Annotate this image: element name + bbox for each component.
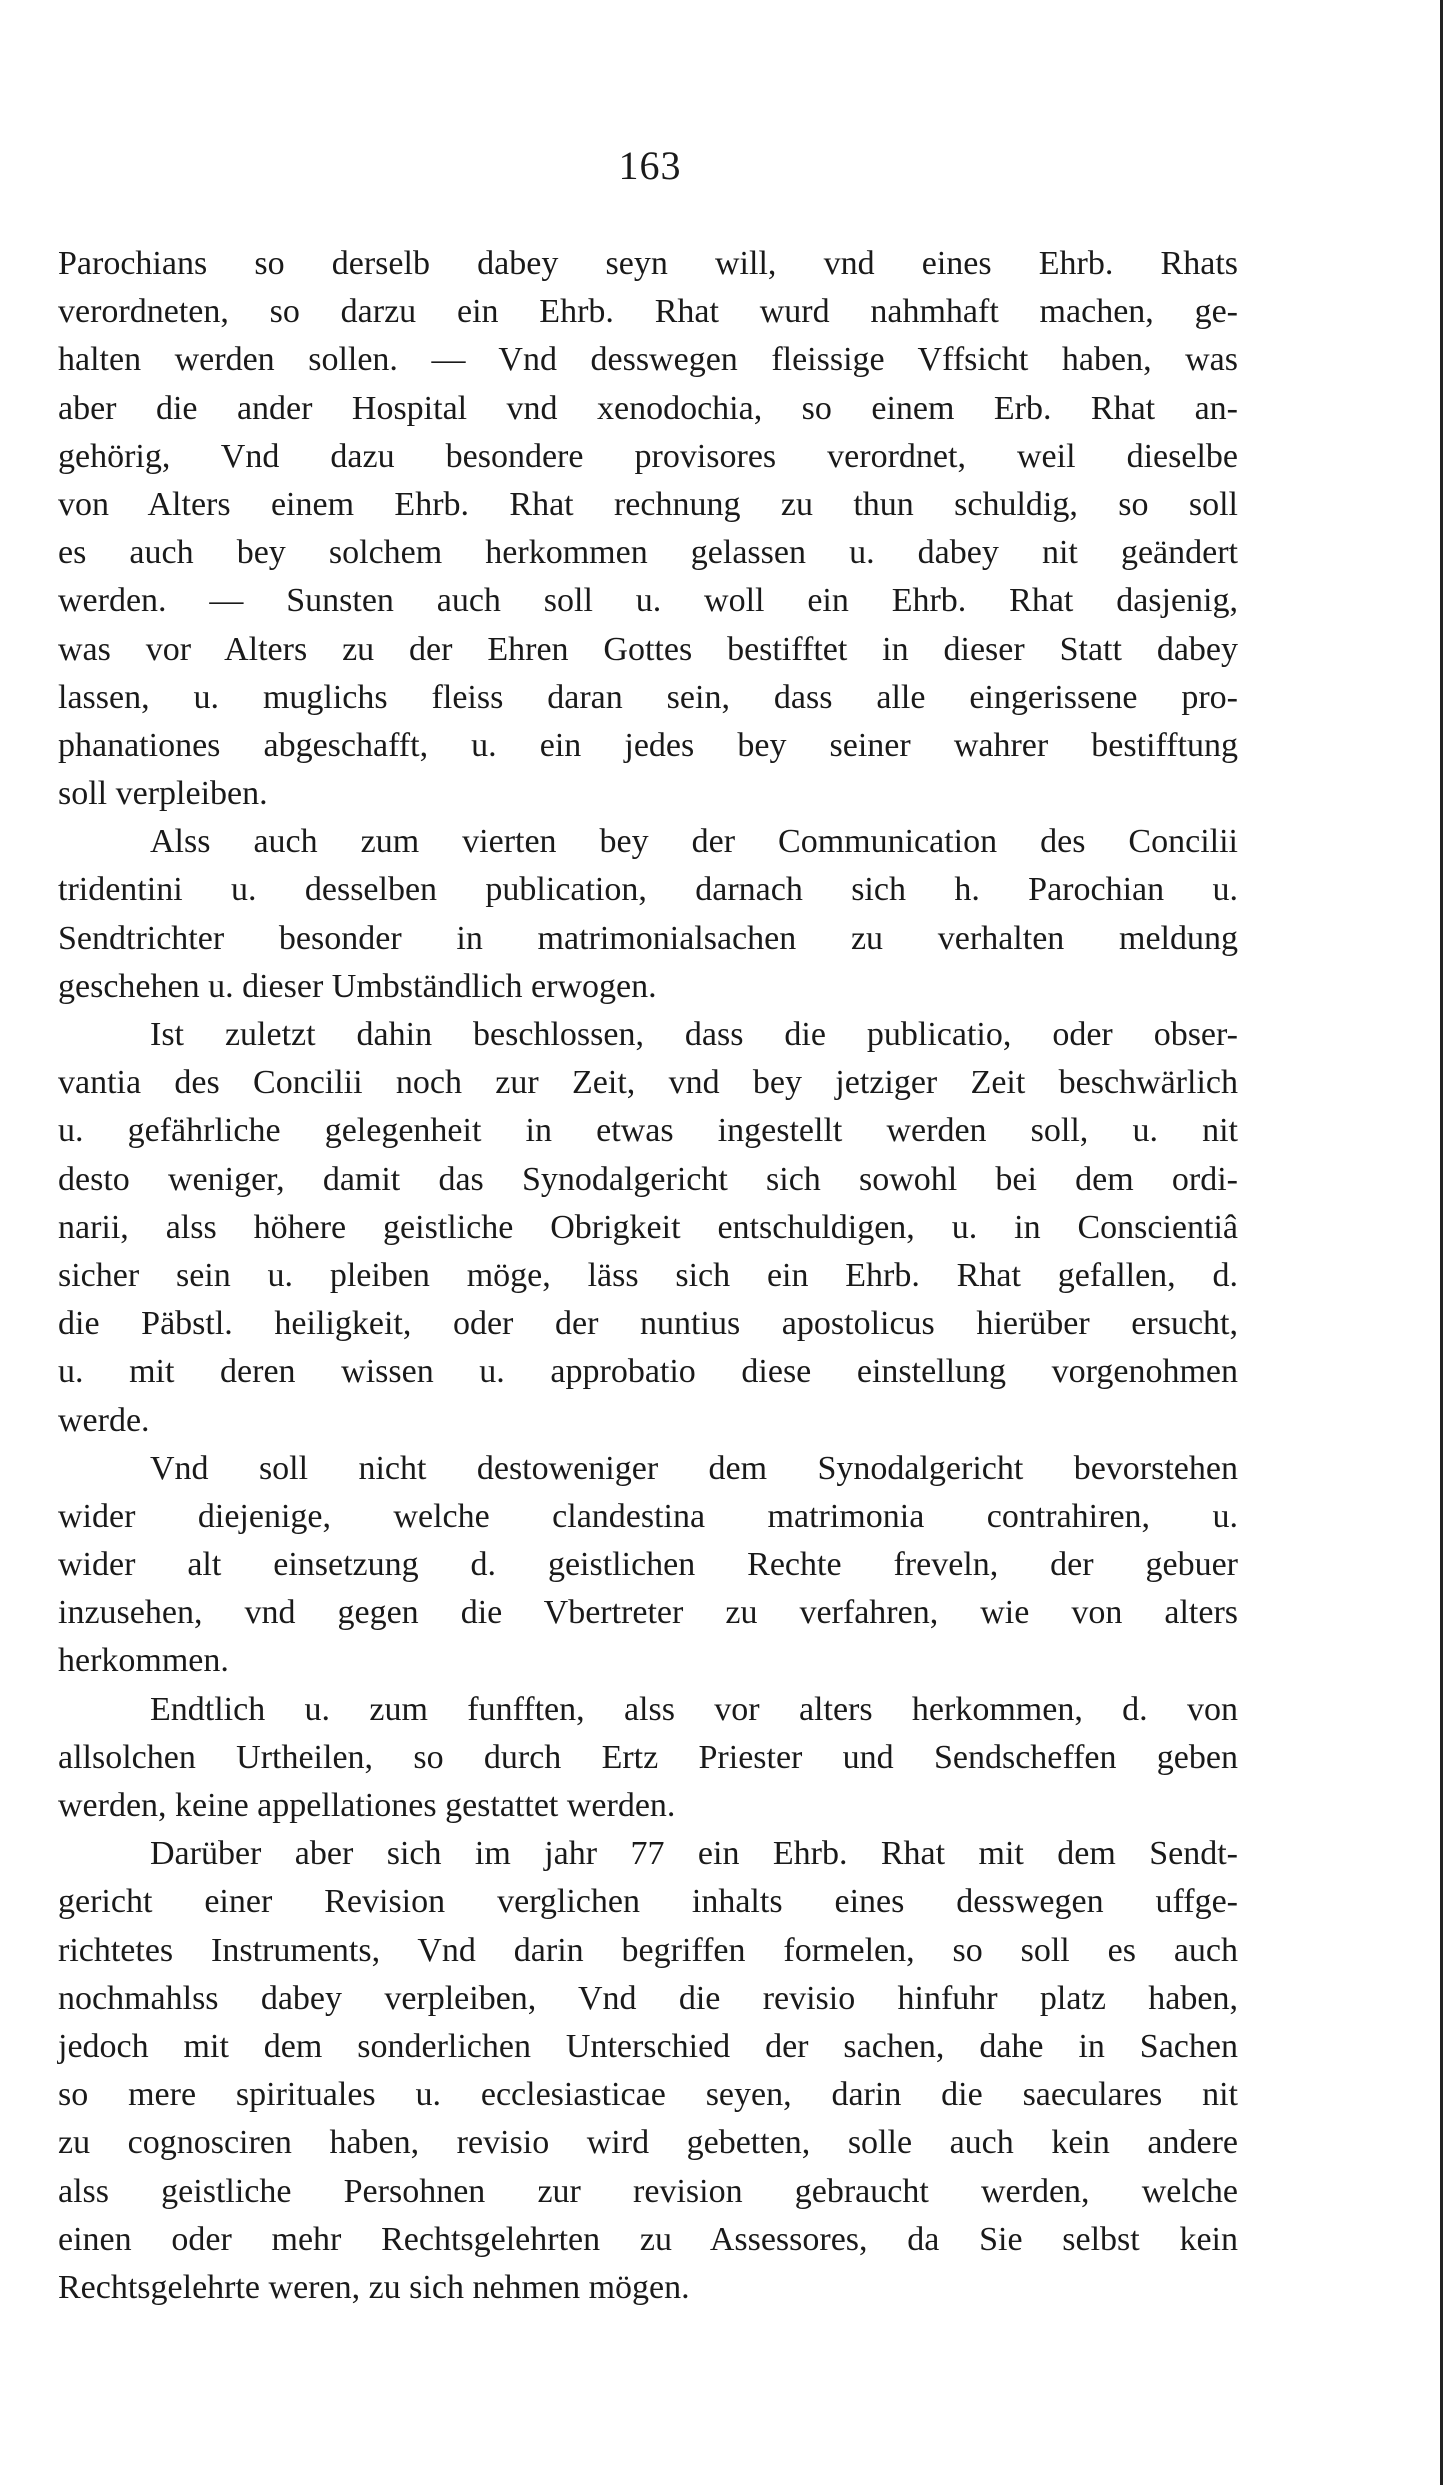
text-line: lassen, u. muglichs fleiss daran sein, dass alle eingerissene pro- [58, 678, 1238, 716]
text-line: tridentini u. desselben publication, darnach sich h. Parochian u. [58, 871, 1238, 909]
text-line: alss geistliche Persohnen zur revision gebraucht werden, welche [58, 2172, 1238, 2210]
page-number: 163 [618, 143, 682, 188]
text-line: soll verpleiben. [58, 775, 268, 813]
text-line: herkommen. [58, 1642, 229, 1680]
text-line: jedoch mit dem sonderlichen Unterschied der sachen, dahe in Sachen [58, 2027, 1238, 2065]
paragraph [58, 240, 1238, 818]
text-line: verordneten, so darzu ein Ehrb. Rhat wurd nahmhaft machen, ge- [58, 293, 1238, 331]
text-line: Endtlich u. zum funfften, alss vor alters herkommen, d. von [150, 1690, 1238, 1728]
text-line: nochmahlss dabey verpleiben, Vnd die revisio hinfuhr platz haben, [58, 1979, 1238, 2017]
text-line: so mere spirituales u. ecclesiasticae seyen, darin die saeculares nit [58, 2076, 1238, 2114]
text-line: gehörig, Vnd dazu besondere provisores verordnet, weil dieselbe [58, 437, 1238, 475]
paragraph [58, 1445, 1238, 1686]
text-line: allsolchen Urtheilen, so durch Ertz Priester und Sendscheffen geben [58, 1738, 1238, 1776]
text-line: Darüber aber sich im jahr 77 ein Ehrb. Rhat mit dem Sendt- [150, 1835, 1238, 1873]
text-line: vantia des Concilii noch zur Zeit, vnd bey jetziger Zeit beschwärlich [58, 1064, 1238, 1102]
text-line: Sendtrichter besonder in matrimonialsachen zu verhalten meldung [58, 919, 1238, 957]
text-line: Vnd soll nicht destoweniger dem Synodalgericht bevorstehen [150, 1449, 1238, 1487]
text-line: werde. [58, 1401, 150, 1439]
text-line: gericht einer Revision verglichen inhalts eines desswegen uffge- [58, 1883, 1238, 1921]
paragraph [58, 818, 1238, 1011]
text-line: werden, keine appellationes gestattet werden. [58, 1787, 676, 1824]
text-line: was vor Alters zu der Ehren Gottes bestifftet in dieser Statt dabey [58, 630, 1238, 668]
text-line: Parochians so derselb dabey seyn will, vnd eines Ehrb. Rhats [58, 245, 1238, 282]
text-line: sicher sein u. pleiben möge, läss sich ein Ehrb. Rhat gefallen, d. [58, 1256, 1238, 1294]
text-line: desto weniger, damit das Synodalgericht sich sowohl bei dem ordi- [58, 1160, 1238, 1198]
text-line: phanationes abgeschafft, u. ein jedes bey seiner wahrer bestifftung [58, 726, 1238, 764]
text-line: narii, alss höhere geistliche Obrigkeit entschuldigen, u. in Conscientiâ [58, 1208, 1238, 1246]
paragraph [58, 1011, 1238, 1445]
text-line: die Päbstl. heiligkeit, oder der nuntius apostolicus hierüber ersucht, [58, 1305, 1238, 1343]
page-edge-rule [1440, 0, 1443, 2485]
text-line: geschehen u. dieser Umbständlich erwogen. [58, 967, 657, 1005]
paragraph [58, 1830, 1238, 2312]
text-line: Rechtsgelehrte weren, zu sich nehmen mögen. [58, 2268, 690, 2306]
text-line: von Alters einem Ehrb. Rhat rechnung zu thun schuldig, so soll [58, 485, 1238, 523]
text-line: inzusehen, vnd gegen die Vbertreter zu verfahren, wie von alters [58, 1594, 1238, 1632]
paragraph [58, 1686, 1238, 1831]
text-line: werden. — Sunsten auch soll u. woll ein Ehrb. Rhat dasjenig, [58, 582, 1238, 620]
text-line: u. mit deren wissen u. approbatio diese einstellung vorgenohmen [58, 1353, 1238, 1391]
text-line: richtetes Instruments, Vnd darin begriffen formelen, so soll es auch [58, 1931, 1238, 1969]
text-line: Alss auch zum vierten bey der Communication des Concilii [150, 823, 1238, 861]
body-text [58, 240, 1238, 2312]
text-line: zu cognosciren haben, revisio wird gebetten, solle auch kein andere [58, 2124, 1238, 2162]
text-line: Ist zuletzt dahin beschlossen, dass die publicatio, oder obser- [150, 1016, 1238, 1053]
text-line: einen oder mehr Rechtsgelehrten zu Assessores, da Sie selbst kein [58, 2220, 1238, 2258]
scan-edge-mark [905, 0, 1085, 3]
text-line: es auch bey solchem herkommen gelassen u. dabey nit geändert [58, 534, 1238, 572]
text-line: u. gefährliche gelegenheit in etwas ingestellt werden soll, u. nit [58, 1112, 1238, 1150]
text-line: aber die ander Hospital vnd xenodochia, so einem Erb. Rhat an- [58, 389, 1238, 427]
text-line: wider alt einsetzung d. geistlichen Rechte freveln, der gebuer [58, 1546, 1238, 1584]
text-line: halten werden sollen. — Vnd desswegen fleissige Vffsicht haben, was [58, 341, 1238, 379]
text-line: wider diejenige, welche clandestina matrimonia contrahiren, u. [58, 1497, 1238, 1535]
